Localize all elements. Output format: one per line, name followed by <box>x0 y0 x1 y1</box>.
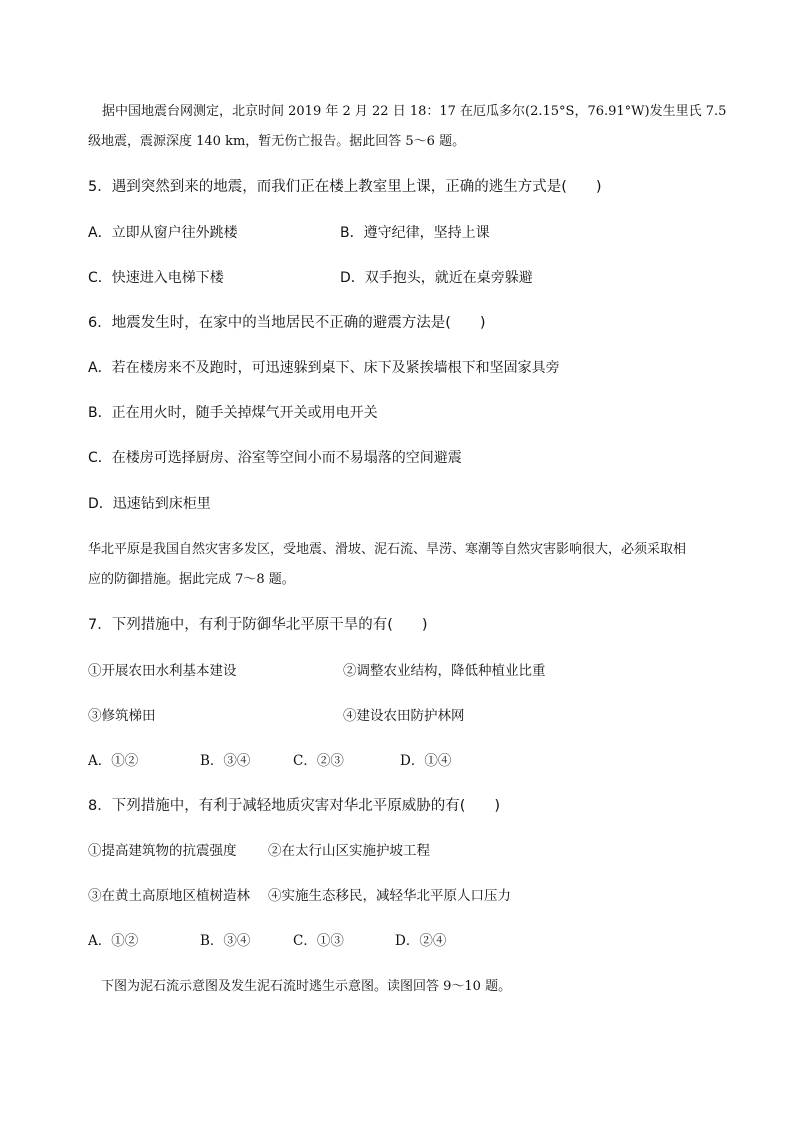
q6-option-c: C．在楼房可选择厨房、浴室等空间小而不易塌落的空间避震 <box>88 450 462 466</box>
q7-option-c: C．②③ <box>293 753 344 769</box>
q8-item-1: ①提高建筑物的抗震强度 <box>88 843 237 859</box>
passage2-line1: 华北平原是我国自然灾害多发区，受地震、滑坡、泥石流、旱涝、寒潮等自然灾害影响很大，必须采取相 <box>88 542 687 557</box>
q8-option-b: B．③④ <box>200 933 251 949</box>
q8-option-a: A．①② <box>88 933 139 949</box>
passage2-line2: 应的防御措施。据此完成 7～8 题。 <box>88 572 295 587</box>
q6-option-b: B．正在用火时，随手关掉煤气开关或用电开关 <box>88 405 378 421</box>
q7-option-a: A．①② <box>88 753 139 769</box>
q5-option-c: C．快速进入电梯下楼 <box>88 270 224 286</box>
passage3-line1: 下图为泥石流示意图及发生泥石流时逃生示意图。读图回答 9～10 题。 <box>101 979 512 994</box>
q8-stem: 8．下列措施中，有利于减轻地质灾害对华北平原威胁的有( ) <box>88 798 501 814</box>
q5-option-b: B．遵守纪律，坚持上课 <box>340 225 490 241</box>
q8-item-4: ④实施生态移民，减轻华北平原人口压力 <box>268 888 511 904</box>
q8-option-d: D．②④ <box>395 933 447 949</box>
q6-stem: 6．地震发生时，在家中的当地居民不正确的避震方法是( ) <box>88 315 486 331</box>
q7-option-b: B．③④ <box>200 753 251 769</box>
q7-stem: 7．下列措施中，有利于防御华北平原干旱的有( ) <box>88 617 428 633</box>
q8-option-c: C．①③ <box>293 933 344 949</box>
passage1-line2: 级地震，震源深度 140 km，暂无伤亡报告。据此回答 5～6 题。 <box>88 134 466 149</box>
q7-item-2: ②调整农业结构，降低种植业比重 <box>343 663 546 679</box>
passage1-line1: 据中国地震台网测定，北京时间 2019 年 2 月 22 日 18：17 在厄瓜多尔(2.15°S，76.91°W)发生里氏 7.5 <box>102 104 727 119</box>
q7-item-1: ①开展农田水利基本建设 <box>88 663 237 679</box>
q6-option-a: A．若在楼房来不及跑时，可迅速躲到桌下、床下及紧挨墙根下和坚固家具旁 <box>88 360 560 376</box>
q5-option-d: D．双手抱头，就近在桌旁躲避 <box>340 270 533 286</box>
q7-item-4: ④建设农田防护林网 <box>343 708 465 724</box>
q5-stem: 5．遇到突然到来的地震，而我们正在楼上教室里上课，正确的逃生方式是( ) <box>88 179 602 195</box>
q6-option-d: D．迅速钻到床柜里 <box>88 496 211 512</box>
q5-option-a: A．立即从窗户往外跳楼 <box>88 225 238 241</box>
q7-option-d: D．①④ <box>400 753 452 769</box>
q8-item-3: ③在黄土高原地区植树造林 <box>88 888 250 904</box>
q8-item-2: ②在太行山区实施护坡工程 <box>268 843 430 859</box>
q7-item-3: ③修筑梯田 <box>88 708 156 724</box>
